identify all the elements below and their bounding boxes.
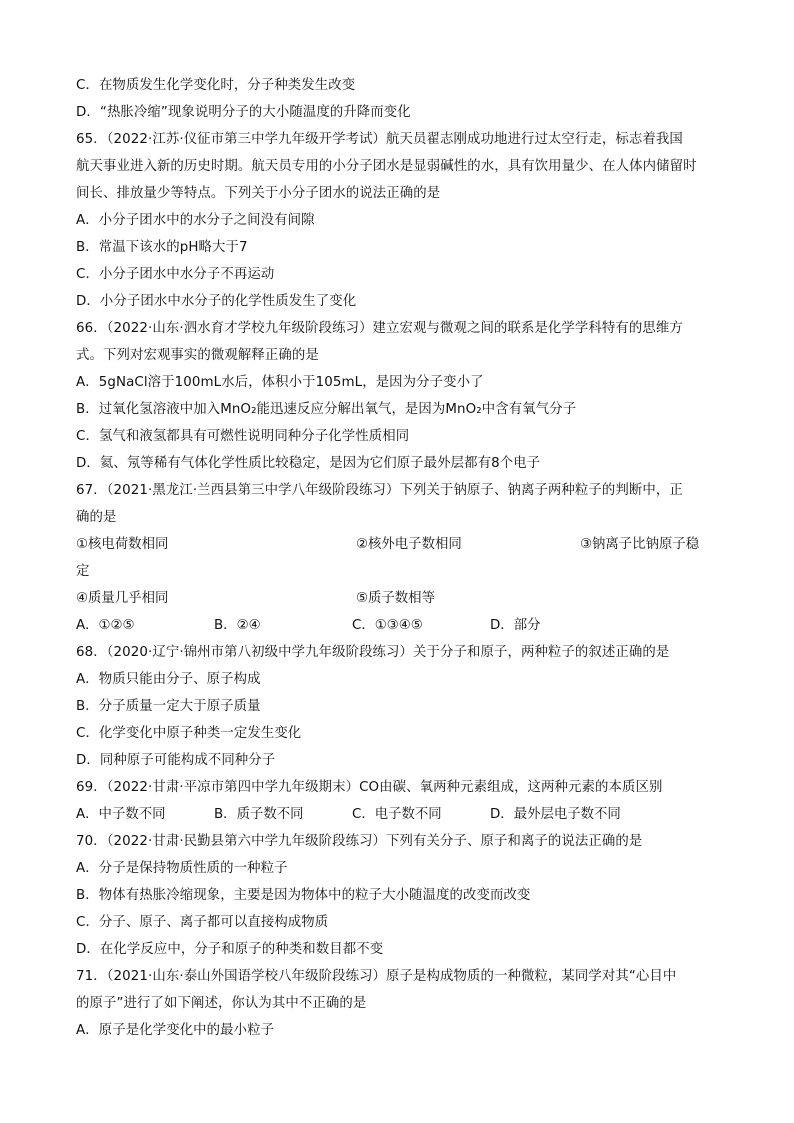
q66-option-c: C．氢气和液氢都具有可燃性说明同种分子化学性质相同 xyxy=(76,429,410,444)
q67-choice-c: C．①③④⑤ xyxy=(352,618,423,633)
q66-option-d: D．氦、氖等稀有气体化学性质比较稳定，是因为它们原子最外层都有8个电子 xyxy=(76,456,541,471)
q64-option-c: C．在物质发生化学变化时，分子种类发生改变 xyxy=(76,78,356,93)
q66-option-a: A．5gNaCl溶于100mL水后，体积小于105mL，是因为分子变小了 xyxy=(76,375,484,390)
q68-option-b: B．分子质量一定大于原子质量 xyxy=(76,699,261,714)
q68-option-c: C．化学变化中原子种类一定发生变化 xyxy=(76,726,302,741)
q71-stem-line-2: 的原子”进行了如下阐述，你认为其中不正确的是 xyxy=(76,996,367,1011)
q70-option-c: C．分子、原子、离子都可以直接构成物质 xyxy=(76,915,329,930)
q65-option-d: D．小分子团水中水分子的化学性质发生了变化 xyxy=(76,294,357,309)
q66-stem-line-2: 式。下列对宏观事实的微观解释正确的是 xyxy=(76,348,319,363)
q67-choices xyxy=(76,616,716,636)
q70-option-a: A．分子是保持物质性质的一种粒子 xyxy=(76,861,288,876)
q69-stem: 69．（2022·甘肃·平凉市第四中学九年级期末）CO由碳、氧两种元素组成，这两种元素的本质区别 xyxy=(76,780,663,795)
q67-choice-a: A．①②⑤ xyxy=(76,618,135,633)
q71-stem-line-1: 71．（2021·山东·泰山外国语学校八年级阶段练习）原子是构成物质的一种微粒，某同学对其“心目中 xyxy=(76,969,677,984)
q67-items-row-2 xyxy=(76,589,716,609)
q70-option-d: D．在化学反应中，分子和原子的种类和数目都不变 xyxy=(76,942,384,957)
q67-item-4: ④质量几乎相同 xyxy=(76,591,169,606)
q66-stem-line-1: 66．（2022·山东·泗水育才学校九年级阶段练习）建立宏观与微观之间的联系是化学学科特有的思维方 xyxy=(76,321,683,336)
q65-stem-line-2: 航天事业进入新的历史时期。航天员专用的小分子团水是显弱碱性的水，具有饮用量少、在人体内储留时 xyxy=(76,159,697,174)
q67-item-5: ⑤质子数相等 xyxy=(356,591,435,606)
q67-choice-b: B．②④ xyxy=(214,618,261,633)
q67-stem-line-2: 确的是 xyxy=(76,510,117,525)
q71-option-a: A．原子是化学变化中的最小粒子 xyxy=(76,1023,275,1038)
q70-option-b: B．物体有热胀冷缩现象，主要是因为物体中的粒子大小随温度的改变而改变 xyxy=(76,888,531,903)
q70-stem: 70．（2022·甘肃·民勤县第六中学九年级阶段练习）下列有关分子、原子和离子的说法正确的是 xyxy=(76,834,643,849)
q69-choice-a: A．中子数不同 xyxy=(76,807,166,822)
q65-stem-line-3: 间长、排放量少等特点。下列关于小分子团水的说法正确的是 xyxy=(76,186,441,201)
q68-option-a: A．物质只能由分子、原子构成 xyxy=(76,672,261,687)
q69-choice-c: C．电子数不同 xyxy=(352,807,442,822)
q67-stem-line-1: 67．（2021·黑龙江·兰西县第三中学八年级阶段练习）下列关于钠原子、钠离子两种粒子的判断中，正 xyxy=(76,483,683,498)
q65-option-b: B．常温下该水的pH略大于7 xyxy=(76,240,248,255)
q67-item-2: ②核外电子数相同 xyxy=(356,537,462,552)
q64-option-d: D．“热胀冷缩”现象说明分子的大小随温度的升降而变化 xyxy=(76,105,411,120)
q65-option-a: A．小分子团水中的水分子之间没有间隙 xyxy=(76,213,315,228)
q68-stem: 68．（2020·辽宁·锦州市第八初级中学九年级阶段练习）关于分子和原子，两种粒子的叙述正确的是 xyxy=(76,645,670,660)
q67-item-1: ①核电荷数相同 xyxy=(76,537,169,552)
q67-item-3: ③钠离子比钠原子稳 xyxy=(580,537,700,552)
q69-choices xyxy=(76,805,716,825)
q65-option-c: C．小分子团水中水分子不再运动 xyxy=(76,267,275,282)
q66-option-b: B．过氧化氢溶液中加入MnO₂能迅速反应分解出氧气，是因为MnO₂中含有氧气分子 xyxy=(76,402,577,417)
q67-choice-d: D．部分 xyxy=(490,618,541,633)
q69-choice-d: D．最外层电子数不同 xyxy=(490,807,621,822)
q69-choice-b: B．质子数不同 xyxy=(214,807,304,822)
q65-stem-line-1: 65．（2022·江苏·仪征市第三中学九年级开学考试）航天员翟志刚成功地进行过太空行走，标志着我国 xyxy=(76,132,683,147)
q67-items-row-1 xyxy=(76,535,716,555)
q68-option-d: D．同种原子可能构成不同种分子 xyxy=(76,753,276,768)
q67-item-3-wrap: 定 xyxy=(76,564,90,579)
